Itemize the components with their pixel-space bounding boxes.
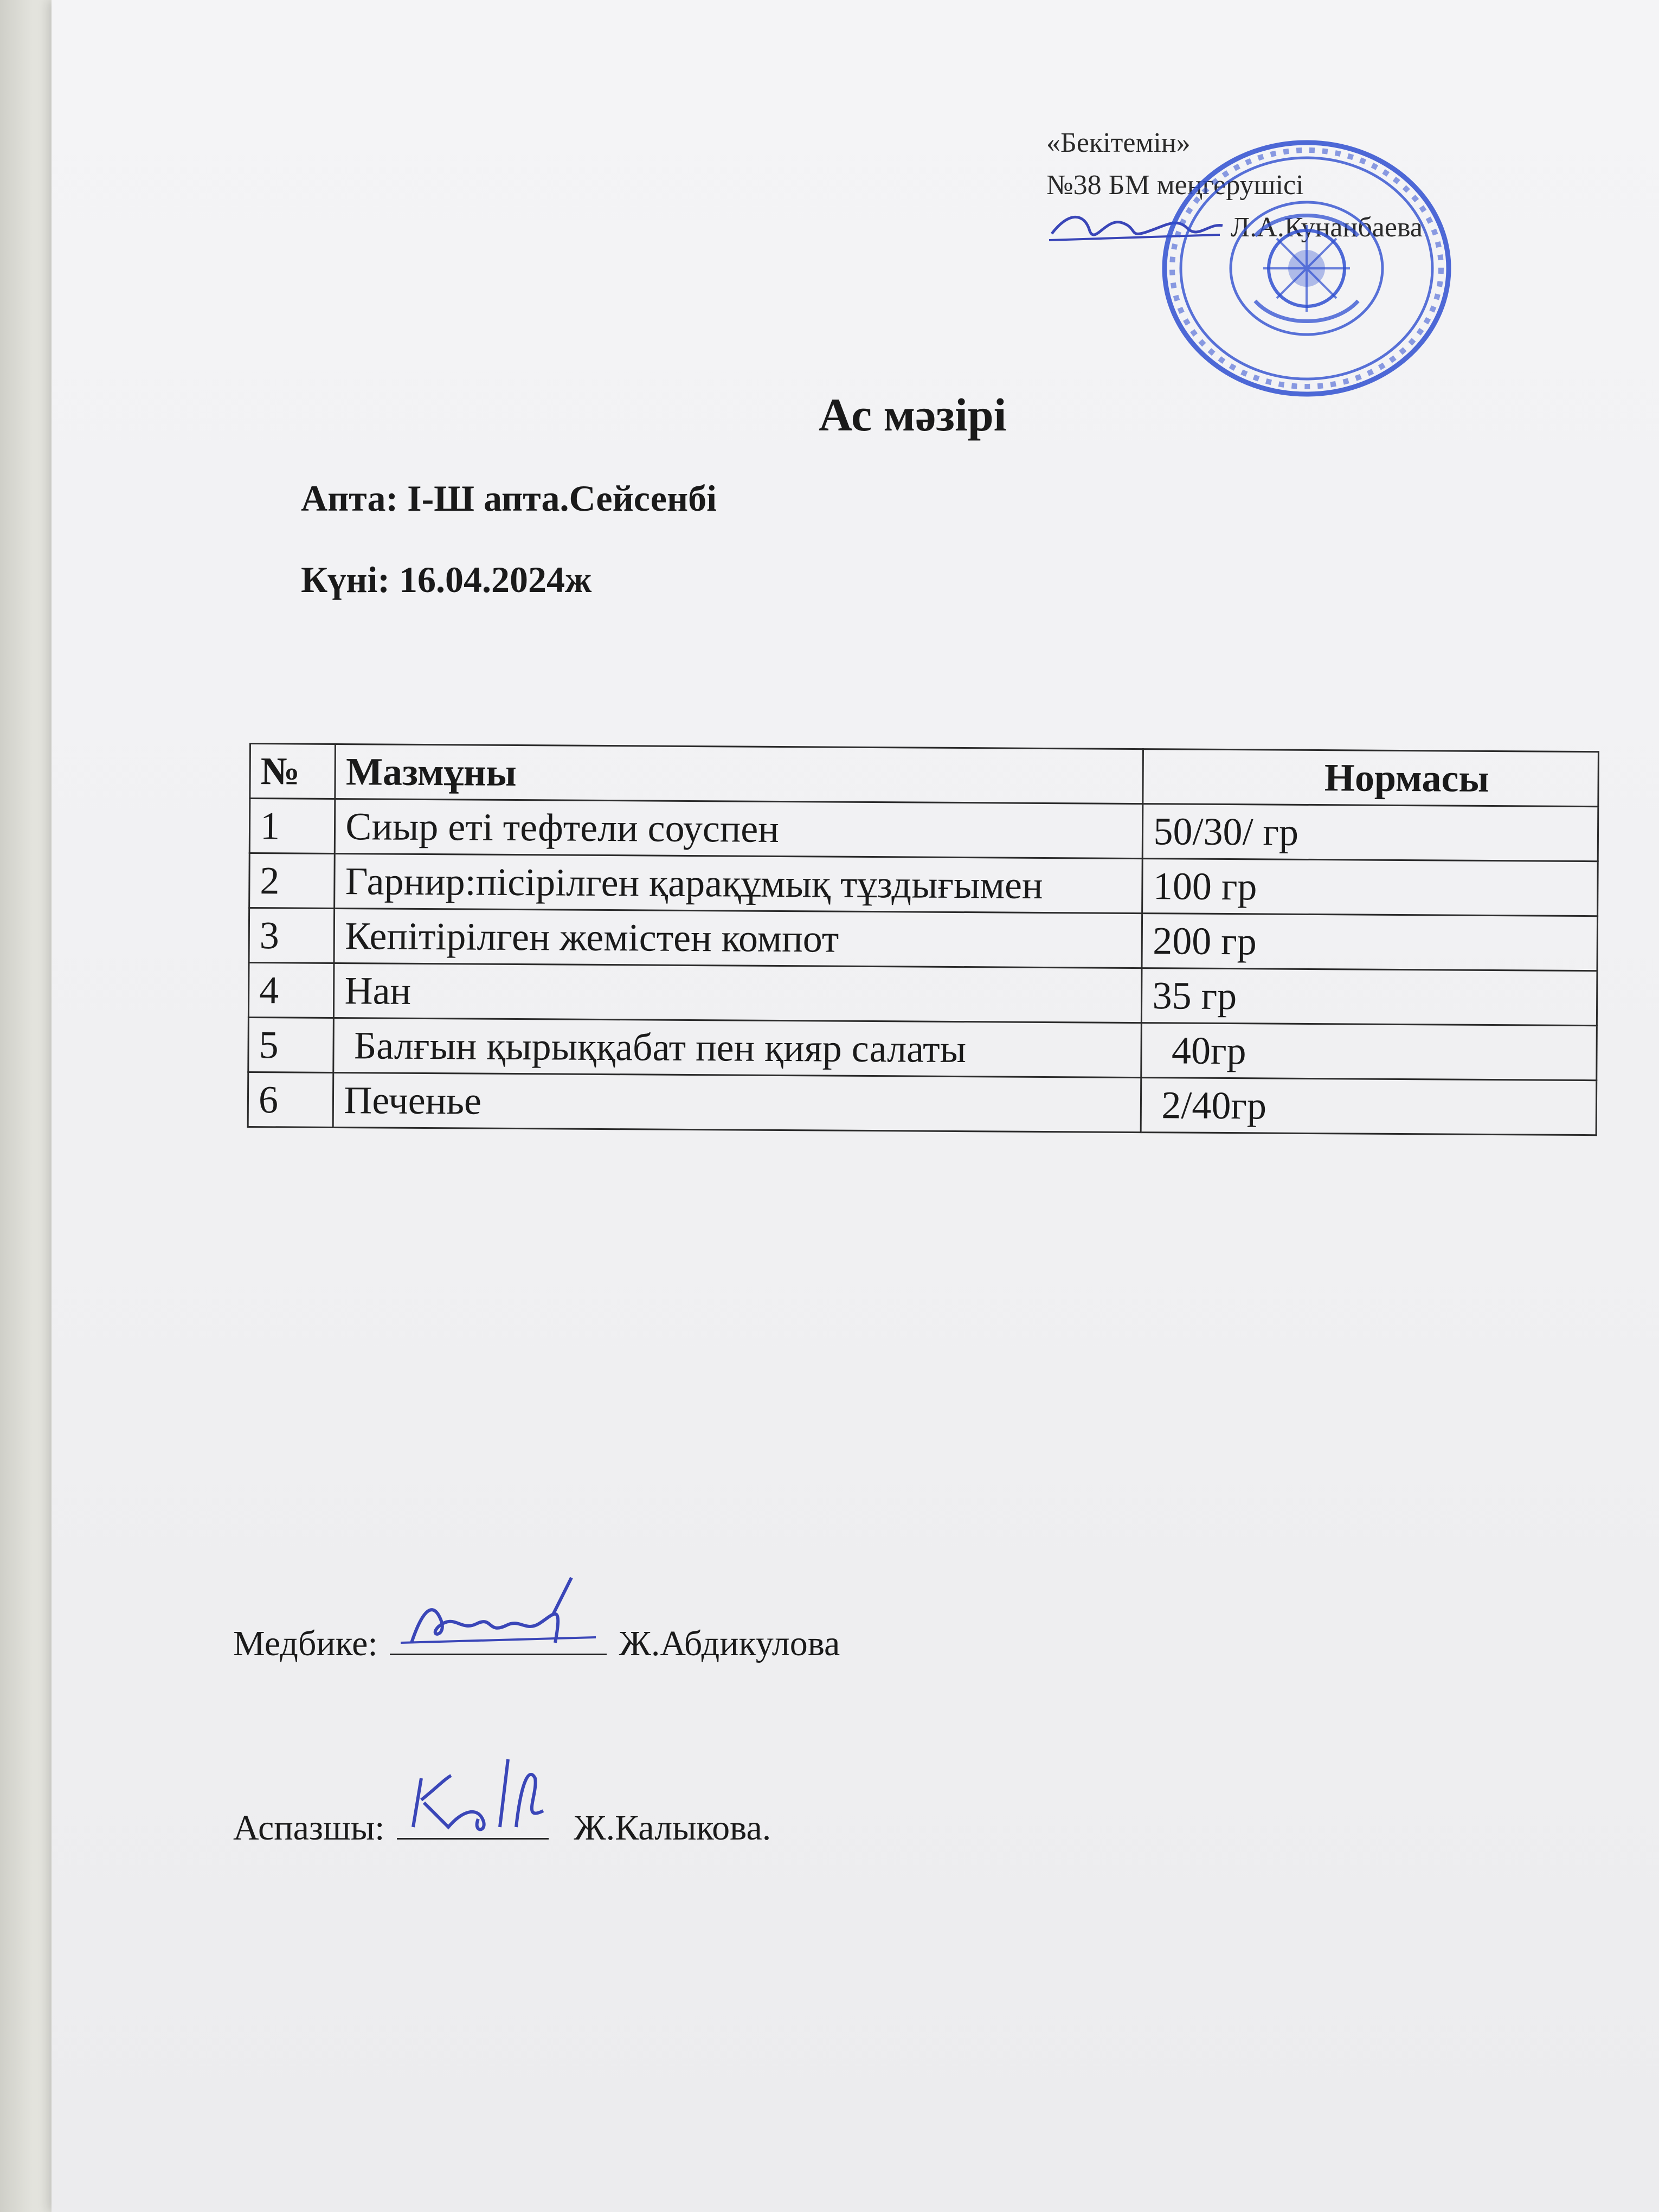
- cook-signature-line: [233, 1805, 771, 1849]
- row-norm: 100 гр: [1142, 859, 1598, 916]
- row-name: Кепітірілген жемістен компот: [334, 908, 1142, 968]
- table-row: [248, 963, 1597, 1026]
- cook-name: Ж.Калыкова.: [574, 1808, 771, 1848]
- header-norm: Нормасы: [1143, 749, 1598, 807]
- table-row: [249, 908, 1598, 971]
- row-num: 4: [248, 963, 334, 1018]
- approval-line3: Л.А.Кунанбаева: [1231, 212, 1423, 243]
- row-name: Печенье: [333, 1072, 1142, 1132]
- nurse-role: Медбике:: [233, 1624, 378, 1663]
- row-name: Сиыр еті тефтели соуспен: [335, 799, 1143, 858]
- row-num: 1: [249, 799, 335, 854]
- nurse-signature-field: [390, 1621, 607, 1655]
- table-row: [249, 853, 1598, 916]
- cook-signature-icon: [397, 1746, 560, 1843]
- official-stamp-icon: [1160, 138, 1453, 398]
- row-num: 6: [248, 1072, 333, 1127]
- nurse-signature-line: [233, 1621, 840, 1664]
- nurse-signature-icon: [390, 1561, 607, 1654]
- page-title: Ас мәзірі: [819, 389, 1007, 441]
- table-header-row: [250, 744, 1599, 807]
- date-label: Күні: 16.04.2024ж: [301, 559, 592, 600]
- row-name: Гарнир:пісірілген қарақұмық тұздығымен: [335, 853, 1143, 913]
- header-num: №: [250, 744, 336, 799]
- row-num: 2: [249, 853, 335, 909]
- cook-role: Аспазшы:: [233, 1808, 385, 1848]
- table-row: [248, 1017, 1597, 1080]
- approval-line1: «Бекітемін»: [1046, 127, 1191, 158]
- week-label: Апта: І-Ш апта.Сейсенбі: [301, 478, 717, 519]
- row-norm: 2/40гр: [1141, 1078, 1597, 1135]
- nurse-name: Ж.Абдикулова: [619, 1624, 840, 1663]
- row-num: 3: [249, 908, 335, 963]
- row-num: 5: [248, 1017, 334, 1072]
- cook-signature-field: [397, 1805, 549, 1840]
- approval-line2: №38 БМ меңгерушісі: [1046, 170, 1304, 201]
- row-name: Балғын қырыққабат пен қияр салаты: [333, 1018, 1142, 1077]
- table-row: [249, 799, 1598, 861]
- menu-table: [247, 743, 1599, 1136]
- row-norm: 200 гр: [1142, 914, 1597, 971]
- table-row: [248, 1072, 1597, 1135]
- row-name: Нан: [334, 963, 1142, 1023]
- row-norm: 50/30/ гр: [1143, 804, 1598, 861]
- header-name: Мазмұны: [335, 744, 1143, 803]
- row-norm: 35 гр: [1142, 968, 1597, 1026]
- row-norm: 40гр: [1141, 1023, 1597, 1081]
